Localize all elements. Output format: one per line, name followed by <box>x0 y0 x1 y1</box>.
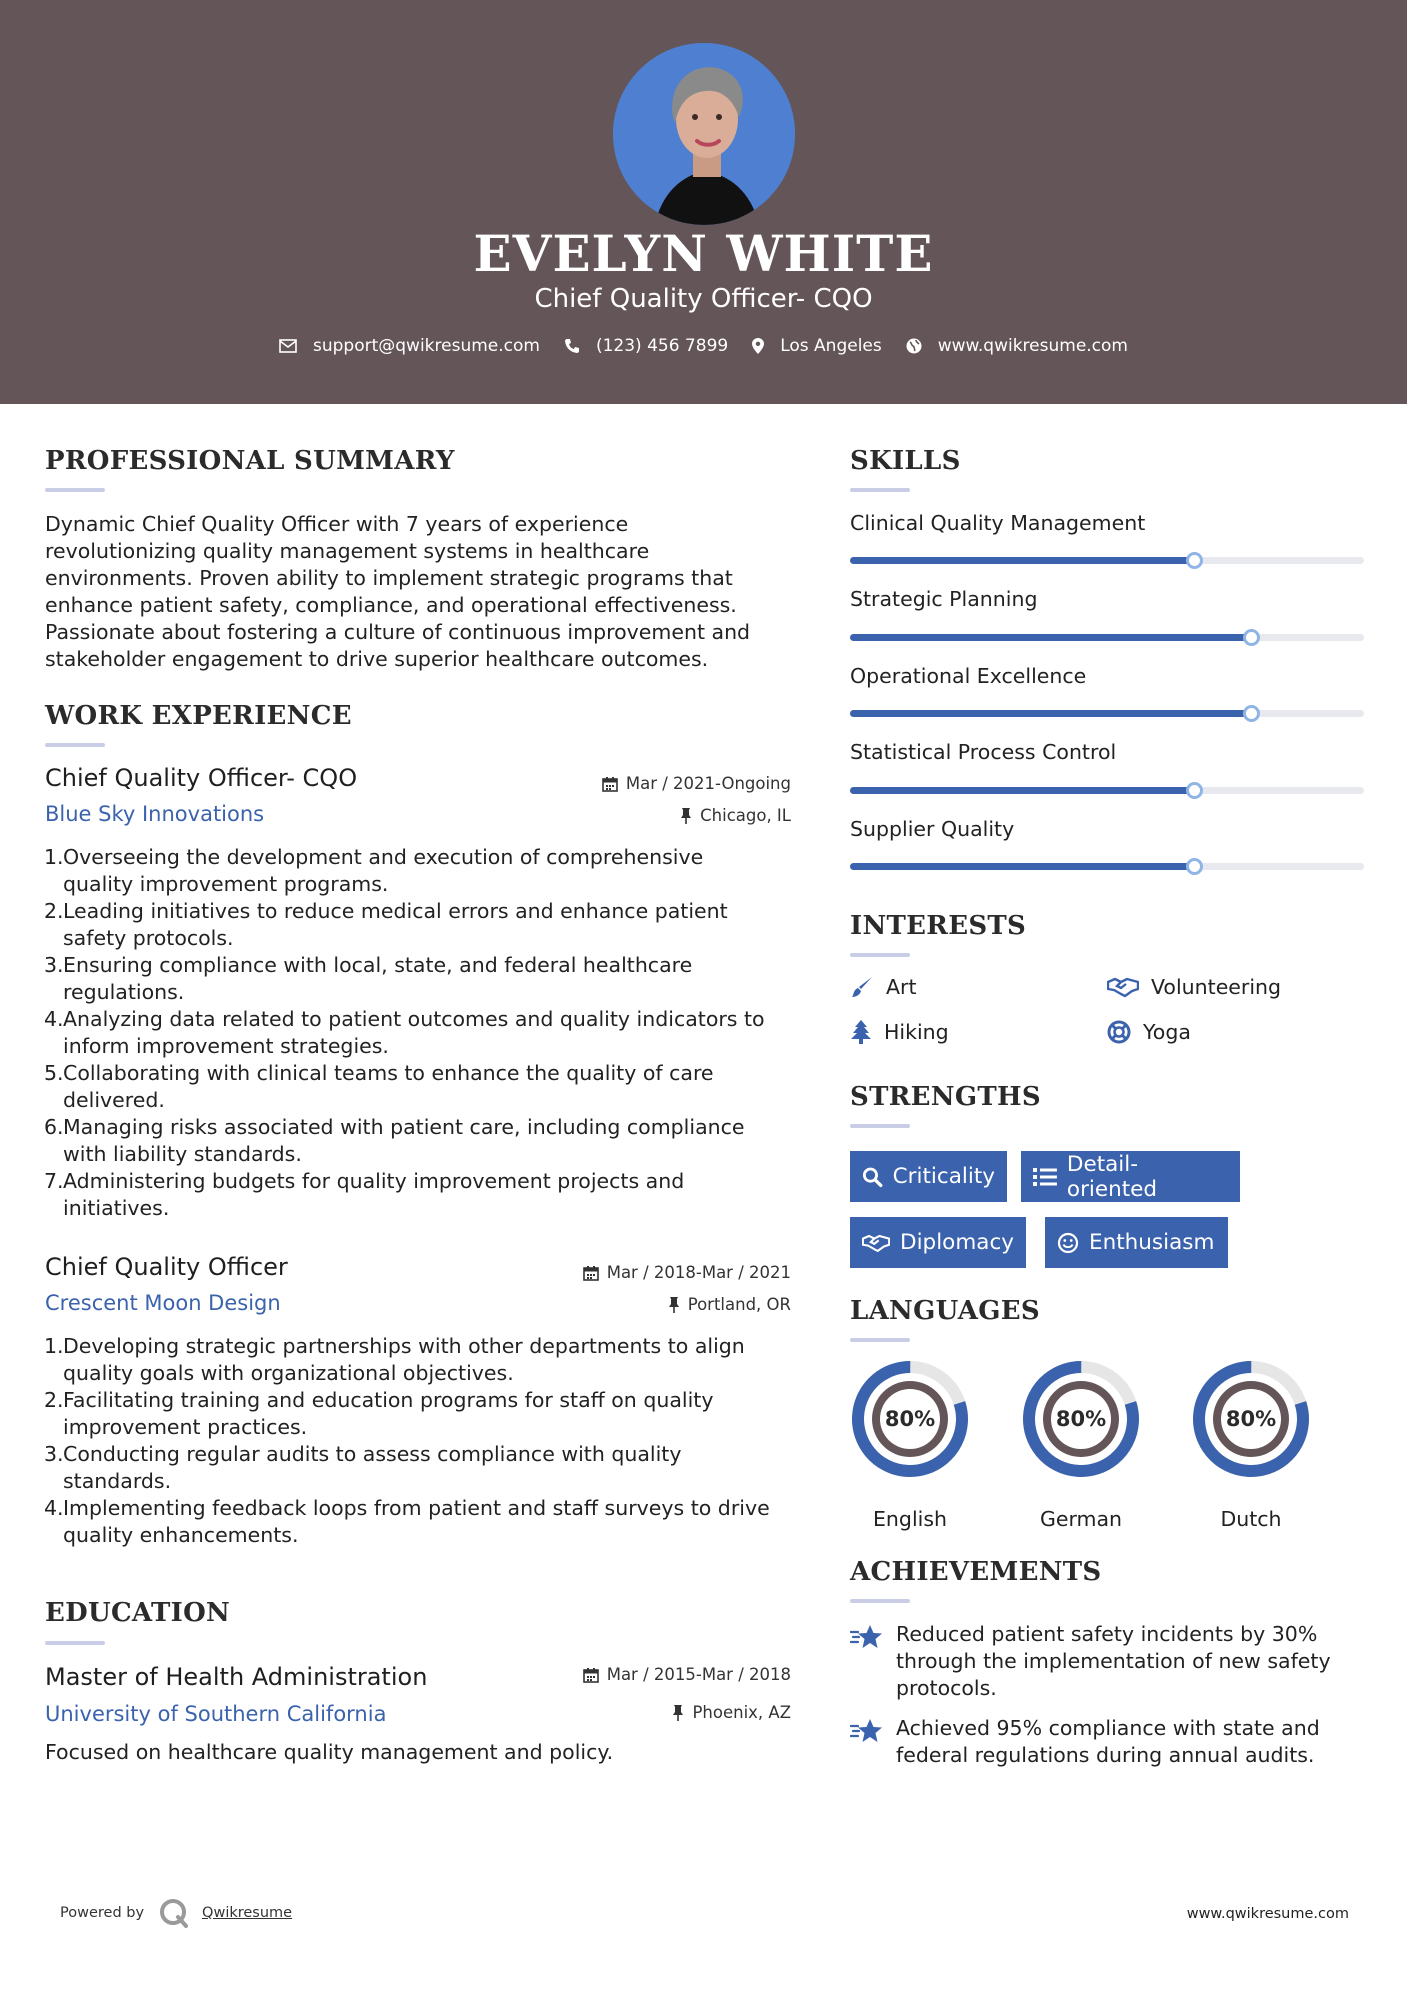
interest-item <box>1107 975 1281 999</box>
bullet-number: 5. <box>44 1061 64 1085</box>
education-dates-text: Mar / 2015-Mar / 2018 <box>606 1665 791 1684</box>
bullet-line: regulations. <box>63 980 185 1004</box>
bullet-number: 7. <box>44 1169 64 1193</box>
language-ring <box>850 1359 970 1479</box>
skill-bar <box>850 634 1364 641</box>
job-location <box>520 806 791 825</box>
lifebuoy-icon <box>1107 1020 1131 1044</box>
job-title: Chief Quality Officer- CQO <box>45 764 358 792</box>
bullet-number: 3. <box>44 953 64 977</box>
job-dates <box>520 1263 791 1282</box>
skill-label: Operational Excellence <box>850 664 1087 688</box>
strengths-underline <box>850 1124 910 1128</box>
achievement-line: protocols. <box>896 1676 997 1700</box>
bullet-number: 2. <box>44 899 64 923</box>
contact-website[interactable] <box>906 336 1128 356</box>
skill-bar-fill <box>850 557 1194 564</box>
strength-label: Criticality <box>892 1164 995 1189</box>
avatar <box>613 43 795 225</box>
bullet-line: delivered. <box>63 1088 165 1112</box>
language-percent: 80% <box>884 1407 936 1431</box>
bullet-number: 1. <box>44 1334 64 1358</box>
bullet-line: inform improvement strategies. <box>63 1034 389 1058</box>
bullet-number: 4. <box>44 1496 64 1520</box>
skill-bar-knob <box>1186 858 1203 875</box>
skill-label: Supplier Quality <box>850 817 1015 841</box>
summary-line: environments. Proven ability to implement strategic programs that <box>45 566 733 590</box>
skill-bar <box>850 787 1364 794</box>
pushpin-icon <box>680 808 692 824</box>
handshake-icon <box>1107 975 1139 999</box>
skill-label: Strategic Planning <box>850 587 1038 611</box>
skill-bar <box>850 710 1364 717</box>
job-bullets <box>44 1333 794 1549</box>
contact-location-text: Los Angeles <box>780 336 882 356</box>
achievement-line: federal regulations during annual audits. <box>896 1743 1315 1767</box>
powered-by-label: Powered by <box>60 1905 145 1921</box>
interest-item <box>1107 1020 1191 1044</box>
job-location-text: Portland, OR <box>687 1295 791 1314</box>
portrait-image <box>613 43 795 225</box>
interest-label: Art <box>886 975 917 999</box>
star-icon <box>850 1623 884 1651</box>
strengths-heading: STRENGTHS <box>850 1082 1041 1112</box>
language-name: Dutch <box>1220 1507 1282 1531</box>
bullet-number: 3. <box>44 1442 64 1466</box>
skill-bar-knob <box>1243 705 1260 722</box>
strength-label: Diplomacy <box>900 1230 1014 1255</box>
smile-icon <box>1057 1232 1079 1254</box>
summary-line: revolutionizing quality management systems in healthcare <box>45 539 650 563</box>
strength-label: Detail-oriented <box>1066 1151 1158 1202</box>
skill-bar-fill <box>850 634 1251 641</box>
achievement-line: Achieved 95% compliance with state and <box>896 1716 1320 1740</box>
bullet-line: standards. <box>63 1469 172 1493</box>
interest-item <box>850 975 917 999</box>
education-heading: EDUCATION <box>45 1598 231 1628</box>
achievement-line: Reduced patient safety incidents by 30% <box>896 1622 1318 1646</box>
summary-line: Passionate about fostering a culture of continuous improvement and <box>45 620 751 644</box>
job-dates <box>520 774 791 793</box>
language-name: English <box>872 1507 948 1531</box>
education-dates <box>520 1665 791 1684</box>
globe-icon <box>906 338 922 354</box>
footer-branding <box>60 1897 292 1929</box>
job-location-text: Chicago, IL <box>700 806 791 825</box>
bullet-line: Administering budgets for quality improvement projects and <box>63 1169 685 1193</box>
job-title: Chief Quality Officer <box>45 1253 288 1281</box>
strength-chip <box>1045 1217 1228 1268</box>
envelope-icon <box>279 339 297 353</box>
footer-website[interactable]: www.qwikresume.com <box>1186 1906 1349 1922</box>
brand-link[interactable]: Qwikresume <box>202 1905 293 1921</box>
contact-phone-text: (123) 456 7899 <box>595 336 729 356</box>
list-item <box>44 1441 794 1495</box>
pushpin-icon <box>668 1297 680 1313</box>
bullet-line: quality enhancements. <box>63 1523 299 1547</box>
education-location-text: Phoenix, AZ <box>692 1703 791 1722</box>
job-location <box>520 1295 791 1314</box>
pushpin-icon <box>672 1705 684 1721</box>
bullet-line: initiatives. <box>63 1196 170 1220</box>
languages-heading: LANGUAGES <box>850 1296 1040 1326</box>
school-name: University of Southern California <box>45 1702 387 1726</box>
interests-heading: INTERESTS <box>850 911 1027 941</box>
summary-line: enhance patient safety, compliance, and operational effectiveness. <box>45 593 737 617</box>
calendar-icon <box>583 1667 599 1683</box>
star-icon <box>850 1717 884 1745</box>
interest-item <box>850 1020 949 1044</box>
handshake-icon <box>862 1232 890 1254</box>
language-item <box>1021 1359 1141 1531</box>
experience-heading: WORK EXPERIENCE <box>45 701 352 731</box>
skill-label: Statistical Process Control <box>850 740 1117 764</box>
bullet-line: Ensuring compliance with local, state, and federal healthcare <box>63 953 693 977</box>
education-underline <box>45 1641 105 1645</box>
degree-title: Master of Health Administration <box>45 1663 428 1691</box>
experience-underline <box>45 743 105 747</box>
bullet-line: Leading initiatives to reduce medical errors and enhance patient <box>63 899 728 923</box>
strength-chip <box>850 1217 1026 1268</box>
education-description: Focused on healthcare quality management and policy. <box>45 1740 614 1764</box>
bullet-number: 4. <box>44 1007 64 1031</box>
summary-line: Dynamic Chief Quality Officer with 7 years of experience <box>45 512 629 536</box>
bullet-line: quality improvement programs. <box>63 872 389 896</box>
education-location <box>520 1703 791 1722</box>
achievement-line: through the implementation of new safety <box>896 1649 1331 1673</box>
skills-heading: SKILLS <box>850 446 961 476</box>
bullet-line: Implementing feedback loops from patient and staff surveys to drive <box>63 1496 770 1520</box>
summary-underline <box>45 488 105 492</box>
interest-label: Hiking <box>884 1020 949 1044</box>
achievements-heading: ACHIEVEMENTS <box>850 1557 1102 1587</box>
list-icon <box>1033 1167 1057 1187</box>
bullet-number: 6. <box>44 1115 64 1139</box>
contact-website-text: www.qwikresume.com <box>937 336 1128 356</box>
interests-underline <box>850 953 910 957</box>
skill-bar-fill <box>850 710 1251 717</box>
list-item <box>44 1495 794 1549</box>
paintbrush-icon <box>850 975 874 999</box>
list-item <box>44 844 794 898</box>
skill-bar-knob <box>1243 629 1260 646</box>
summary-line: stakeholder engagement to drive superior healthcare outcomes. <box>45 647 709 671</box>
bullet-line: Overseeing the development and execution of comprehensive <box>63 845 704 869</box>
list-item <box>44 1387 794 1441</box>
candidate-name: EVELYN WHITE <box>473 224 934 283</box>
bullet-number: 1. <box>44 845 64 869</box>
bullet-line: Collaborating with clinical teams to enhance the quality of care <box>63 1061 714 1085</box>
skill-bar-fill <box>850 787 1194 794</box>
skill-label: Clinical Quality Management <box>850 511 1146 535</box>
skill-bar-knob <box>1186 552 1203 569</box>
bullet-line: with liability standards. <box>63 1142 302 1166</box>
contact-bar <box>0 336 1407 356</box>
language-item <box>850 1359 970 1531</box>
list-item <box>44 1333 794 1387</box>
bullet-number: 2. <box>44 1388 64 1412</box>
contact-phone[interactable] <box>564 336 728 356</box>
calendar-icon <box>583 1265 599 1281</box>
list-item <box>44 898 794 952</box>
candidate-title: Chief Quality Officer- CQO <box>534 284 873 314</box>
list-item <box>44 1006 794 1060</box>
list-item <box>44 952 794 1006</box>
bullet-line: improvement practices. <box>63 1415 308 1439</box>
job-dates-text: Mar / 2018-Mar / 2021 <box>606 1263 791 1282</box>
search-icon <box>862 1166 883 1188</box>
language-percent: 80% <box>1055 1407 1107 1431</box>
bullet-line: Developing strategic partnerships with other departments to align <box>63 1334 745 1358</box>
language-percent: 80% <box>1225 1407 1277 1431</box>
strength-chip <box>850 1151 1007 1202</box>
bullet-line: Facilitating training and education programs for staff on quality <box>63 1388 714 1412</box>
skill-bar <box>850 863 1364 870</box>
list-item <box>44 1168 794 1222</box>
bullet-line: quality goals with organizational objectives. <box>63 1361 514 1385</box>
skill-bar <box>850 557 1364 564</box>
list-item <box>44 1060 794 1114</box>
strength-chip <box>1021 1151 1240 1202</box>
qwikresume-logo-icon <box>158 1897 190 1929</box>
language-name: German <box>1039 1507 1123 1531</box>
language-ring <box>1021 1359 1141 1479</box>
job-dates-text: Mar / 2021-Ongoing <box>625 774 791 793</box>
header-band <box>0 0 1407 404</box>
achievements-underline <box>850 1599 910 1603</box>
calendar-icon <box>602 776 618 792</box>
company-name: Crescent Moon Design <box>45 1291 281 1315</box>
skill-bar-fill <box>850 863 1194 870</box>
phone-icon <box>564 338 580 354</box>
list-item <box>44 1114 794 1168</box>
achievement-text <box>896 1621 1376 1702</box>
summary-text <box>45 511 805 673</box>
job-bullets <box>44 844 794 1222</box>
contact-email[interactable] <box>279 336 540 356</box>
bullet-line: safety protocols. <box>63 926 234 950</box>
interest-label: Yoga <box>1143 1020 1191 1044</box>
language-item <box>1191 1359 1311 1531</box>
map-pin-icon <box>752 338 764 354</box>
company-name: Blue Sky Innovations <box>45 802 265 826</box>
achievement-text <box>896 1715 1376 1769</box>
strength-label: Enthusiasm <box>1089 1230 1215 1255</box>
skill-bar-knob <box>1186 782 1203 799</box>
languages-underline <box>850 1338 910 1342</box>
contact-email-text: support@qwikresume.com <box>313 336 540 356</box>
bullet-line: Analyzing data related to patient outcomes and quality indicators to <box>63 1007 765 1031</box>
bullet-line: Managing risks associated with patient care, including compliance <box>63 1115 745 1139</box>
skills-underline <box>850 488 910 492</box>
contact-location <box>752 336 882 356</box>
interest-label: Volunteering <box>1151 975 1282 999</box>
bullet-line: Conducting regular audits to assess compliance with quality <box>63 1442 682 1466</box>
summary-heading: PROFESSIONAL SUMMARY <box>45 446 455 476</box>
language-ring <box>1191 1359 1311 1479</box>
tree-icon <box>850 1020 872 1044</box>
